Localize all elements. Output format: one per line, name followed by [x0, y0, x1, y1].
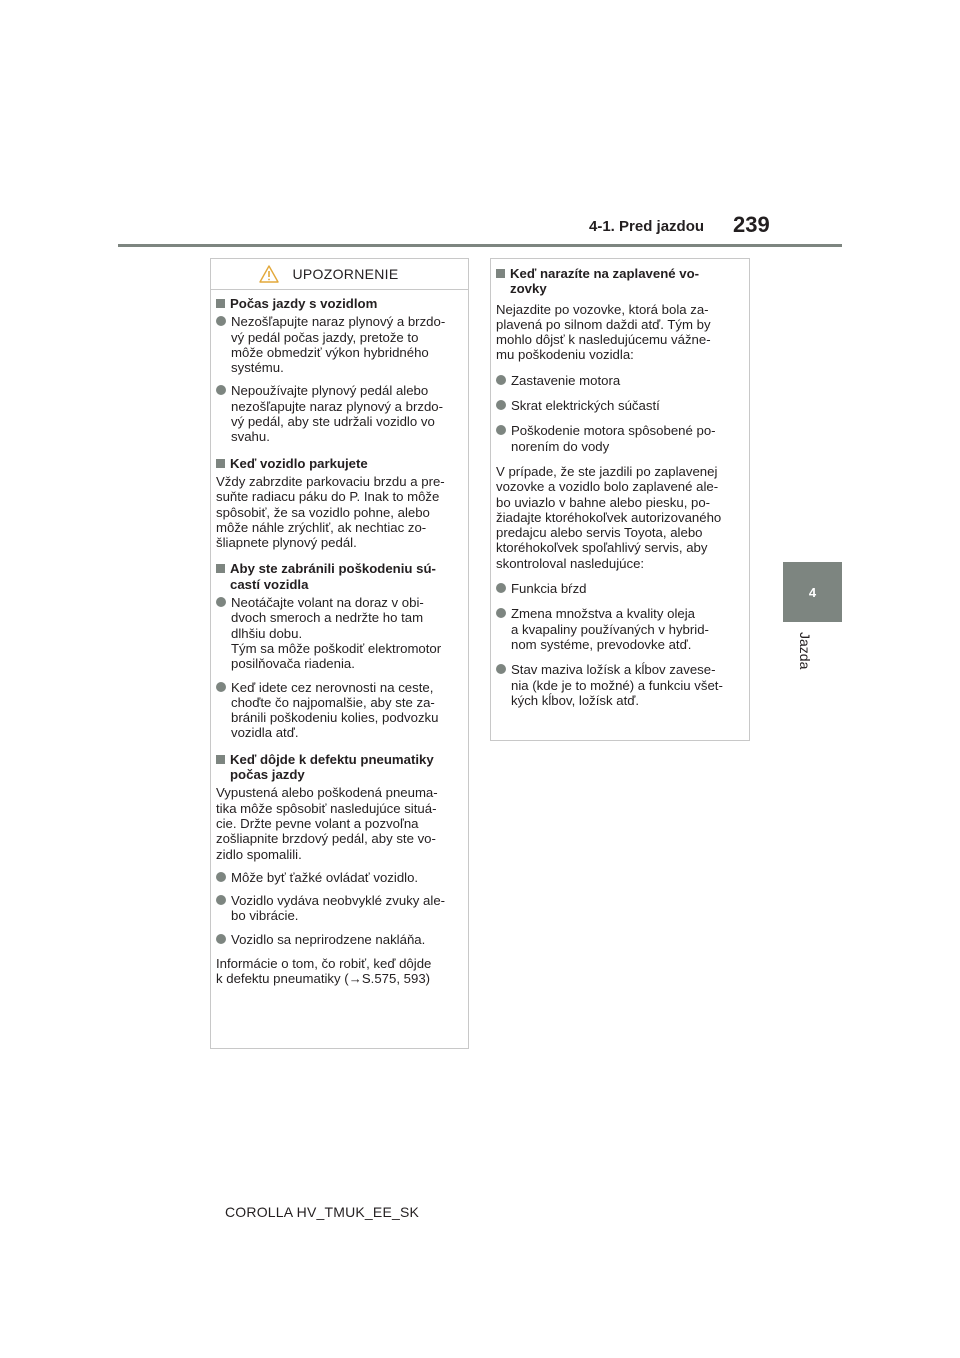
- square-bullet-icon: [216, 299, 225, 308]
- warning-header: [211, 259, 468, 290]
- section-heading: Keď dôjde k defektu pneumatiky počas jazdy: [216, 752, 463, 783]
- list-item: Stav maziva ložísk a kĺbov zavese- nia (kde je to možné) a funkciu všet- kých kĺbov, ložísk atď.: [496, 662, 744, 708]
- round-bullet-icon: [216, 934, 226, 944]
- warning-section: [216, 456, 463, 551]
- page-number: 239: [733, 212, 770, 237]
- warning-section: [216, 296, 463, 445]
- warning-title: UPOZORNENIE: [292, 266, 399, 282]
- header-rule: [118, 244, 842, 247]
- chapter-label: Jazda: [797, 632, 813, 670]
- list-item: Poškodenie motora spôsobené po- norením do vody: [496, 423, 744, 454]
- round-bullet-icon: [496, 375, 506, 385]
- round-bullet-icon: [216, 316, 226, 326]
- square-bullet-icon: [496, 269, 505, 278]
- round-bullet-icon: [496, 608, 506, 618]
- square-bullet-icon: [216, 459, 225, 468]
- list-item: Zmena množstva a kvality oleja a kvapaliny používaných v hybrid- nom systéme, prevodovke atď.: [496, 606, 744, 652]
- round-bullet-icon: [496, 664, 506, 674]
- round-bullet-icon: [216, 895, 226, 905]
- warning-section: [216, 561, 463, 740]
- round-bullet-icon: [496, 425, 506, 435]
- list-item: Nezošľapujte naraz plynový a brzdo- vý pedál počas jazdy, pretože to môže obmedziť výkon hybridného systému.: [216, 314, 463, 375]
- paragraph: Vždy zabrzdite parkovaciu brzdu a pre- suňte radiacu páku do P. Inak to môže spôsobiť, že sa vozidlo pohne, alebo môže náhle zrýchliť, ak nechtiac zo- šliapnete plynový pedál.: [216, 473, 445, 551]
- page-reference-note: Informácie o tom, čo robiť, keď dôjde k defektu pneumatiky (→S.575, 593): [216, 955, 432, 987]
- list-item: Skrat elektrických súčastí: [496, 398, 744, 413]
- header-section-title: 4-1. Pred jazdou: [589, 218, 705, 235]
- round-bullet-icon: [216, 385, 226, 395]
- list-item: Keď idete cez nerovnosti na ceste, choďte čo najpomalšie, aby ste za- bránili poškodeniu kolies, podvozku vozidla atď.: [216, 680, 463, 741]
- list-item: Vozidlo sa neprirodzene nakláňa.: [216, 932, 463, 947]
- section-heading: Keď vozidlo parkujete: [216, 456, 463, 471]
- section-heading: Počas jazdy s vozidlom: [216, 296, 463, 311]
- square-bullet-icon: [216, 755, 225, 764]
- round-bullet-icon: [216, 872, 226, 882]
- paragraph: Vypustená alebo poškodená pneuma- tika môže spôsobiť nasledujúce situá- cie. Držte pevne volant a pozvoľna zošliapnite brzdový pedál, aby ste vo- zidlo spomalili.: [216, 785, 438, 862]
- list-item: Zastavenie motora: [496, 373, 744, 388]
- paragraph: Nejazdite po vozovke, ktorá bola za- plavená po silnom daždi atď. Tým by mohlo dôjsť k nasledujúcemu vážne- mu poškodeniu vozidla:: [496, 301, 711, 363]
- list-item: Funkcia bŕzd: [496, 581, 744, 596]
- warning-section: [216, 752, 463, 987]
- square-bullet-icon: [216, 564, 225, 573]
- list-item: Nepoužívajte plynový pedál alebo nezošľapujte naraz plynový a brzdo- vý pedál, aby ste udržali vozidlo vo svahu.: [216, 383, 463, 444]
- round-bullet-icon: [496, 583, 506, 593]
- section-heading: Keď narazíte na zaplavené vo- zovky: [496, 266, 744, 297]
- footer-model-code: COROLLA HV_TMUK_EE_SK: [225, 1204, 420, 1220]
- round-bullet-icon: [496, 400, 506, 410]
- list-item: Vozidlo vydáva neobvyklé zvuky ale- bo vibrácie.: [216, 893, 463, 924]
- warning-triangle-icon: [259, 265, 279, 283]
- paragraph: V prípade, že ste jazdili po zaplavenej vozovke a vozidlo bolo zaplavené ale- bo uviazlo v bahne alebo piesku, po- žiadajte ktoréhokoľvek autorizovaného predajcu alebo servis Toyota, alebo ktoréhokoľvek spoľahlivý servis, aby skontroloval nasledujúce:: [496, 463, 722, 571]
- list-item: Môže byť ťažké ovládať vozidlo.: [216, 870, 463, 885]
- list-item: Neotáčajte volant na doraz v obi- dvoch smeroch a nedržte ho tam dlhšiu dobu. Tým sa môže poškodiť elektromotor posilňovača riadenia.: [216, 595, 463, 671]
- round-bullet-icon: [216, 597, 226, 607]
- section-heading: Aby ste zabránili poškodeniu sú- castí vozidla: [216, 561, 463, 592]
- chapter-tab: 4: [783, 562, 842, 622]
- round-bullet-icon: [216, 682, 226, 692]
- warning-box: [210, 258, 469, 1049]
- info-box: [490, 258, 750, 741]
